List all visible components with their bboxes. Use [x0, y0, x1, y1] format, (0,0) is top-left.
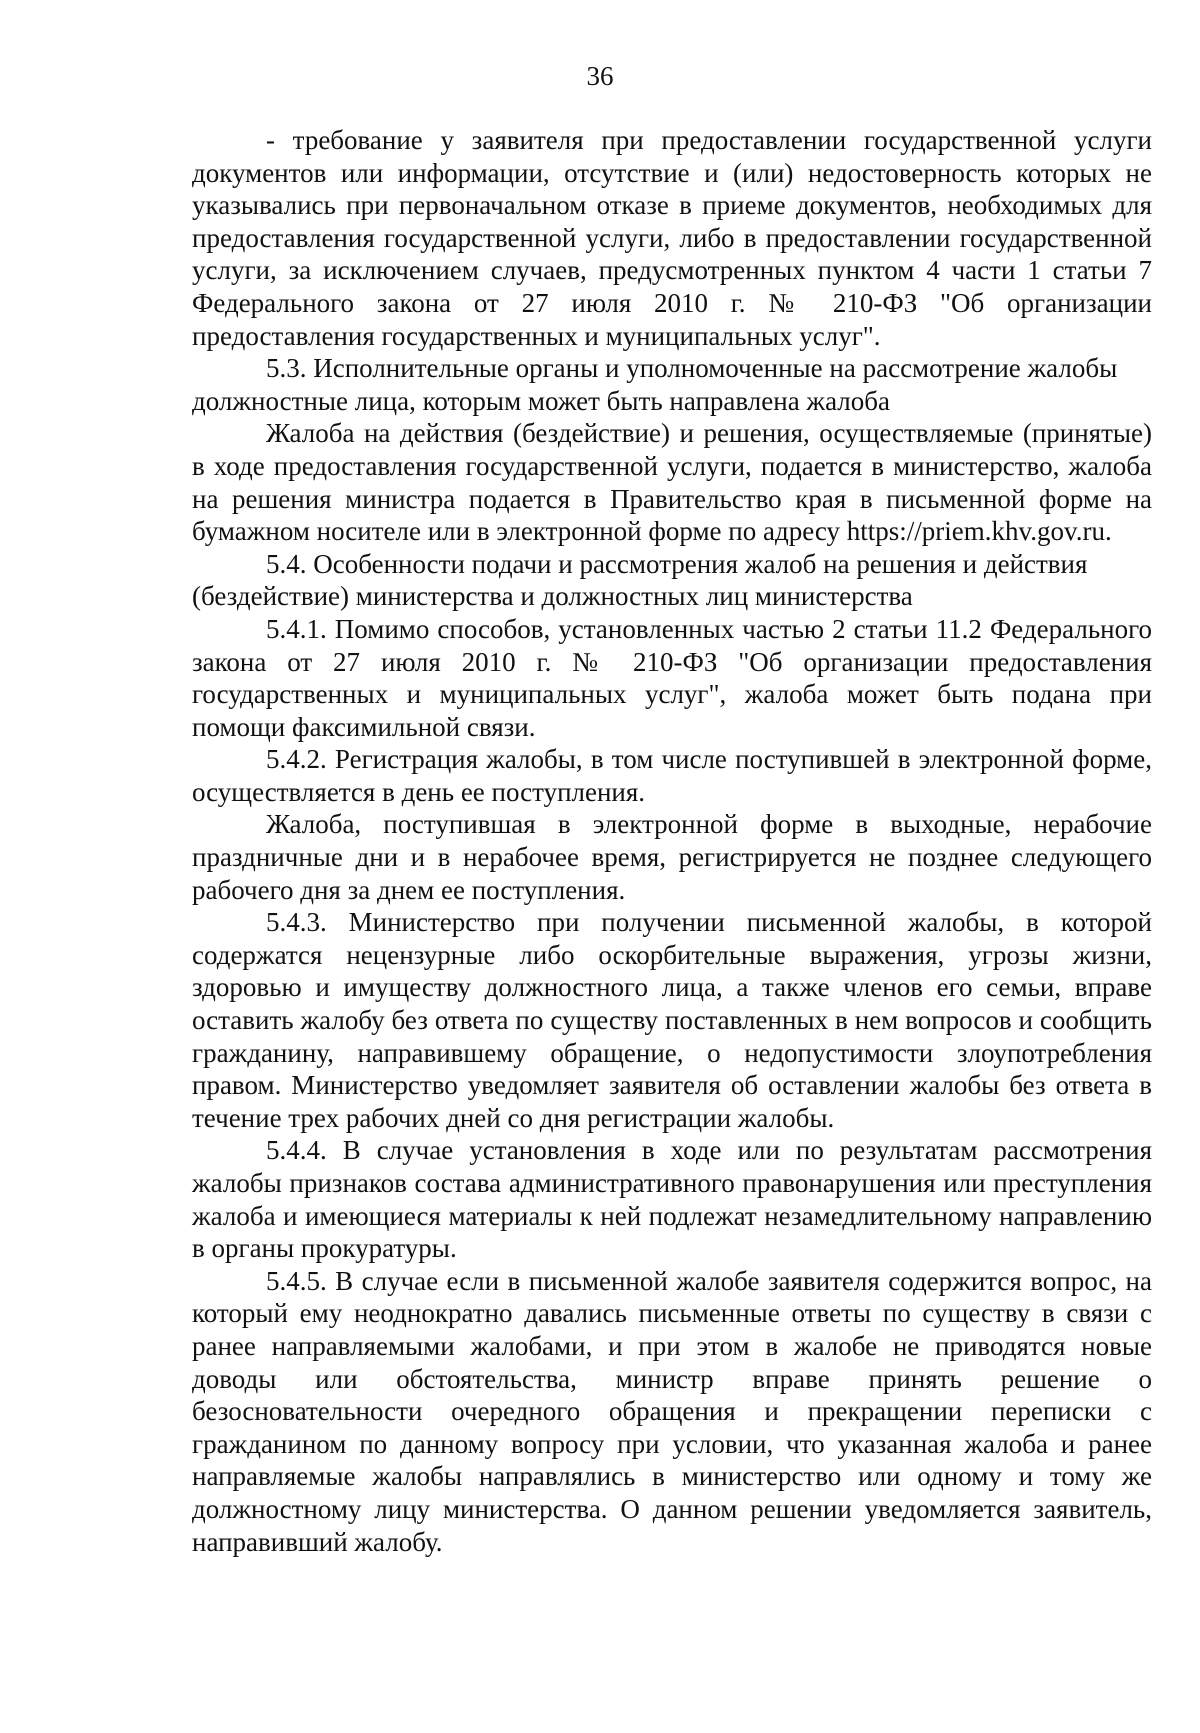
document-body — [192, 124, 1152, 1558]
paragraph-complaint-submission: Жалоба на действия (бездействие) и решения, осуществляемые (принятые) в ходе предоставления государственной услуги, подается в министерство, жалоба на решения министра подается в Правительство края в письменной форме на бумажном носителе или в электронной форме по адресу https://priem.khv.gov.ru. — [192, 418, 1152, 547]
paragraph-section-5-4-3: 5.4.3. Министерство при получении письменной жалобы, в которой содержатся нецензурные либо оскорбительные выражения, угрозы жизни, здоровью и имуществу должностного лица, а также членов его семьи, вправе оставить жалобу без ответа по существу поставленных в нем вопросов и сообщить гражданину, направившему обращение, о недопустимости злоупотребления правом. Министерство уведомляет заявителя об оставлении жалобы без ответа в течение трех рабочих дней со дня регистрации жалобы. — [192, 907, 1152, 1133]
paragraph-section-5-4-2: 5.4.2. Регистрация жалобы, в том числе поступившей в электронной форме, осуществляется в день ее поступления. — [192, 744, 1152, 807]
paragraph-section-5-4-5: 5.4.5. В случае если в письменной жалобе заявителя содержится вопрос, на который ему неоднократно давались письменные ответы по существу в связи с ранее направляемыми жалобами, и при этом в жалобе не приводятся новые доводы или обстоятельства, министр вправе принять решение о безосновательности очередного обращения и прекращении переписки с гражданином по данному вопросу при условии, что указанная жалоба и ранее направляемые жалобы направлялись в министерство или одному и тому же должностному лицу министерства. О данном решении уведомляется заявитель, направивший жалобу. — [192, 1265, 1152, 1557]
paragraph-section-5-4: 5.4. Особенности подачи и рассмотрения жалоб на решения и действия (бездействие) министерства и должностных лиц министерства — [192, 548, 1088, 612]
paragraph-section-5-4-1: 5.4.1. Помимо способов, установленных частью 2 статьи 11.2 Федерального закона от 27 июля 2010 г. № 210-ФЗ "Об организации предоставления государственных и муниципальных услуг", жалоба может быть подана при помощи факсимильной связи. — [192, 613, 1152, 742]
paragraph-section-5-3: 5.3. Исполнительные органы и уполномоченные на рассмотрение жалобы должностные лица, которым может быть направлена жалоба — [192, 353, 1118, 416]
paragraph-electronic-complaint: Жалоба, поступившая в электронной форме в выходные, нерабочие праздничные дни и в нерабочее время, регистрируется не позднее следующего рабочего дня за днем ее поступления. — [192, 809, 1152, 905]
paragraph-requirement-item: - требование у заявителя при предоставлении государственной услуги документов или информации, отсутствие и (или) недостоверность которых не указывались при первоначальном отказе в приеме документов, необходимых для предоставления государственной услуги, либо в предоставлении государственной услуги, за исключением случаев, предусмотренных пунктом 4 части 1 статьи 7 Федерального закона от 27 июля 2010 г. № 210-ФЗ "Об организации предоставления государственных и муниципальных услуг". — [192, 125, 1152, 351]
page-number: 36 — [586, 61, 614, 91]
paragraph-section-5-4-4: 5.4.4. В случае установления в ходе или по результатам рассмотрения жалобы признаков состава административного правонарушения или преступления жалоба и имеющиеся материалы к ней подлежат незамедлительному направлению в органы прокуратуры. — [192, 1135, 1152, 1264]
